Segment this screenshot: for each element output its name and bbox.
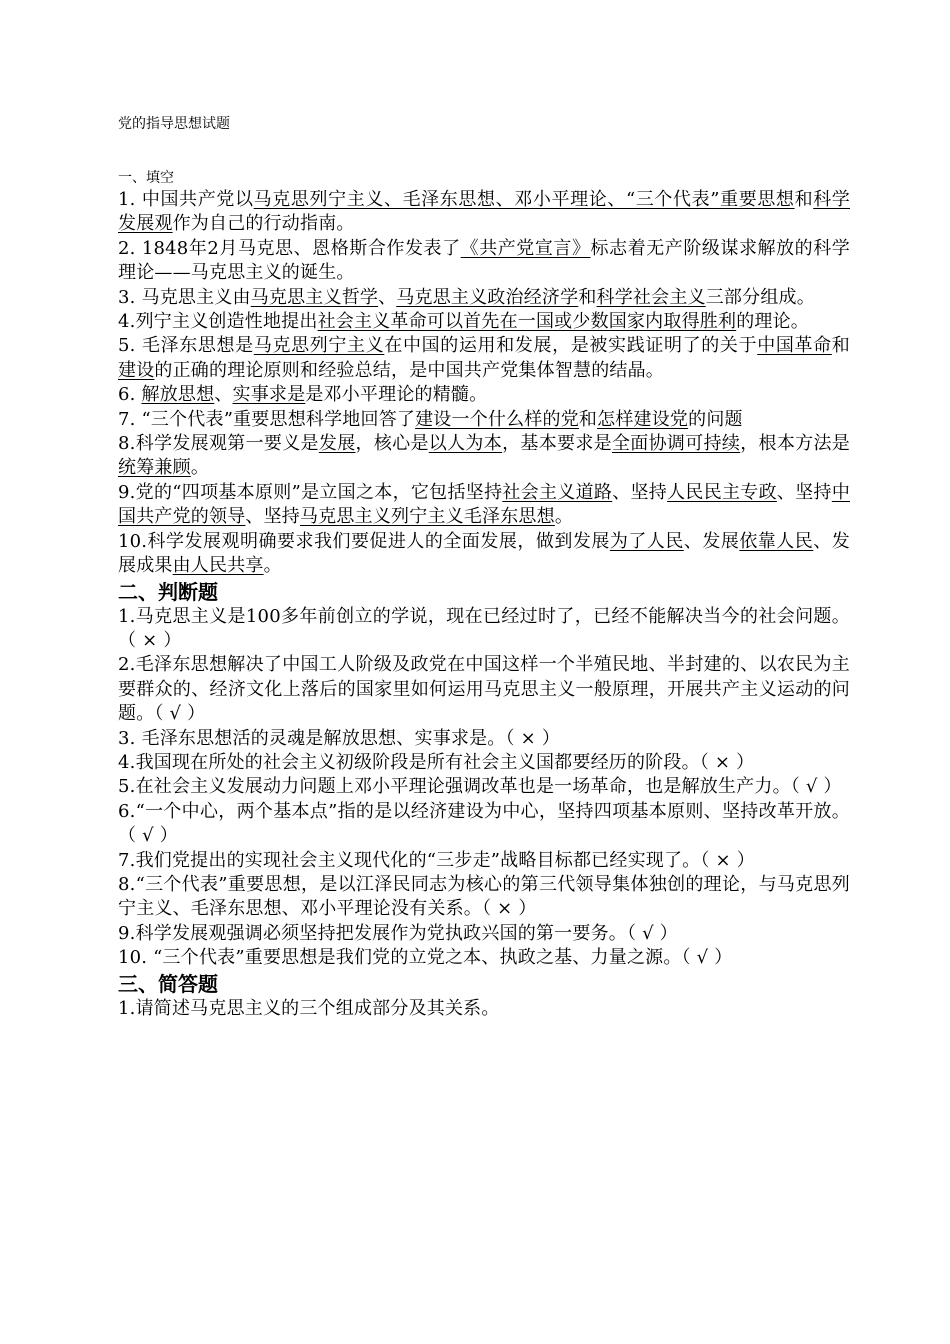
- answer-text: 统筹兼顾: [118, 457, 191, 479]
- fill-blank-question: [118, 408, 850, 432]
- answer-text: 全面协调可持续: [611, 433, 741, 455]
- question-text: 5. 毛泽东思想是: [118, 335, 254, 357]
- question-text: 2. 1848年2月马克思、恩格斯合作发表了: [118, 237, 461, 259]
- document-title: 党的指导思想试题: [118, 116, 230, 132]
- answer-text: 马克思列宁主义、毛泽东思想、邓小平理论、“三个代表”重要思想: [253, 189, 795, 210]
- short-answer-question: 1.请简述马克思主义的三个组成部分及其关系。: [118, 997, 500, 1019]
- question-text: 、坚持: [612, 481, 668, 503]
- answer-text: 由人民共享: [172, 555, 264, 577]
- question-text: 的理论。: [736, 311, 809, 333]
- document-page: [118, 114, 850, 1021]
- true-false-question: 6.“一个中心，两个基本点”指的是以经济建设为中心，坚持四项基本原则、坚持改革开放。（ √ ）: [118, 800, 850, 847]
- true-false-list: [118, 605, 850, 971]
- question-text: 7. “三个代表”重要思想科学地回答了: [118, 408, 416, 430]
- true-false-question: 4.我国现在所处的社会主义初级阶段是所有社会主义国都要经历的阶段。（ × ）: [118, 751, 755, 773]
- question-text: 6.: [118, 384, 142, 406]
- question-text: 。: [263, 555, 282, 577]
- fill-blank-question: [118, 286, 850, 310]
- question-text: 。: [554, 506, 574, 528]
- question-text: ，根本方法是: [740, 433, 851, 455]
- question-text: 标志着无产阶级谋求解放的科学理论——马克思主义的诞生。: [118, 237, 850, 284]
- fill-blank-question: [118, 237, 850, 286]
- question-text: 和: [578, 408, 598, 430]
- question-text: 是邓小平理论的精髓。: [305, 384, 488, 406]
- answer-text: 人民民主专政: [667, 481, 777, 503]
- answer-text: 中国共产党的领导: [118, 481, 851, 528]
- answer-text: 依靠人民: [739, 530, 814, 552]
- question-text: 在中国的运用和发展，是被实践证明了的关于: [384, 335, 758, 357]
- section-heading-true-false: 二、判断题: [118, 579, 218, 604]
- true-false-question: 1.马克思主义是100多年前创立的学说，现在已经过时了，已经不能解决当今的社会问题。（ × ）: [118, 605, 850, 651]
- section-heading-fill-blank: 一、填空: [118, 170, 174, 186]
- fill-blank-list: [118, 188, 850, 579]
- answer-text: 以人为本: [428, 433, 503, 455]
- fill-blank-question: [118, 188, 850, 237]
- true-false-question: 3. 毛泽东思想活的灵魂是解放思想、实事求是。（ × ）: [118, 727, 561, 749]
- question-text: 的正确的理论原则和经验总结，是中国共产党集体智慧的结晶。: [154, 359, 665, 381]
- question-text: 、: [378, 286, 397, 308]
- question-text: 、: [214, 384, 233, 406]
- answer-text: 实事求是: [232, 384, 306, 406]
- true-false-question: 10. “三个代表”重要思想是我们党的立党之本、执政之基、力量之源。（ √ ）: [118, 947, 733, 969]
- question-text: 、发展成果: [118, 530, 850, 577]
- fill-blank-question: [118, 334, 850, 383]
- short-answer-list: [118, 997, 850, 1021]
- true-false-question: 2.毛泽东思想解决了中国工人阶级及政党在中国这样一个半殖民地、半封建的、以农民为主要群众的、经济文化上落后的国家里如何运用马克思主义一般原理，开展共产主义运动的问题。（ √ ）: [118, 654, 850, 725]
- question-text: 的问题: [688, 408, 743, 430]
- question-text: ，核心是: [355, 433, 429, 455]
- fill-blank-question: [118, 383, 850, 407]
- question-text: 和: [831, 335, 850, 357]
- answer-text: 马克思列宁主义: [253, 335, 385, 357]
- answer-text: 马克思主义哲学: [250, 286, 379, 308]
- answer-text: 中国革命: [757, 335, 832, 357]
- question-text: 和: [578, 286, 597, 308]
- answer-text: 马克思主义政治经济学: [396, 286, 579, 308]
- fill-blank-question: [118, 310, 850, 334]
- question-text: 4.列宁主义创造性地提出: [118, 311, 318, 333]
- question-text: 和: [794, 189, 814, 210]
- fill-blank-question: [118, 530, 850, 579]
- question-text: 作为自己的行动指南。: [172, 213, 355, 235]
- question-text: ，基本要求是: [502, 433, 612, 455]
- answer-text: 《共产党宣言》: [460, 237, 591, 259]
- question-text: 9.党的“四项基本原则”是立国之本，它包括坚持: [118, 481, 503, 503]
- answer-text: 为了人民: [609, 530, 684, 552]
- question-text: 1. 中国共产党以: [118, 189, 254, 210]
- answer-text: 社会主义道路: [502, 481, 613, 503]
- answer-text: 社会主义革命可以首先在一国或少数国家内取得胜利: [317, 311, 737, 333]
- question-text: 、发展: [683, 530, 740, 552]
- question-text: 8.科学发展观第一要义是: [118, 433, 319, 455]
- question-text: 、坚持: [776, 481, 832, 503]
- answer-text: 解放思想: [141, 384, 215, 406]
- question-text: 3. 马克思主义由: [118, 286, 251, 308]
- answer-text: 马克思主义列宁主义毛泽东思想: [300, 506, 555, 528]
- answer-text: 怎样建设党: [597, 408, 689, 430]
- answer-text: 发展: [318, 433, 356, 455]
- true-false-question: 8.“三个代表”重要思想，是以江泽民同志为核心的第三代领导集体独创的理论，与马克思列宁主义、毛泽东思想、邓小平理论没有关系。（ × ）: [118, 873, 850, 920]
- question-text: 三部分组成。: [705, 286, 815, 308]
- true-false-question: 9.科学发展观强调必须坚持把发展作为党执政兴国的第一要务。（ √ ）: [118, 922, 678, 944]
- answer-text: 科学社会主义: [596, 286, 706, 308]
- answer-text: 建设: [118, 359, 155, 381]
- true-false-question: 7.我们党提出的实现社会主义现代化的“三步走”战略目标都已经实现了。（ × ）: [118, 849, 755, 871]
- true-false-question: 5.在社会主义发展动力问题上邓小平理论强调改革也是一场革命，也是解放生产力。（ √ ）: [118, 776, 842, 798]
- question-text: 10.科学发展观明确要求我们要促进人的全面发展，做到发展: [118, 530, 610, 552]
- section-heading-short-answer: 三、简答题: [118, 971, 218, 996]
- answer-text: 建设一个什么样的党: [415, 408, 579, 430]
- fill-blank-question: [118, 432, 850, 481]
- question-text: 、坚持: [245, 506, 301, 528]
- fill-blank-question: [118, 481, 850, 530]
- answer-text: 科学发展观: [118, 189, 851, 235]
- question-text: 。: [190, 457, 210, 479]
